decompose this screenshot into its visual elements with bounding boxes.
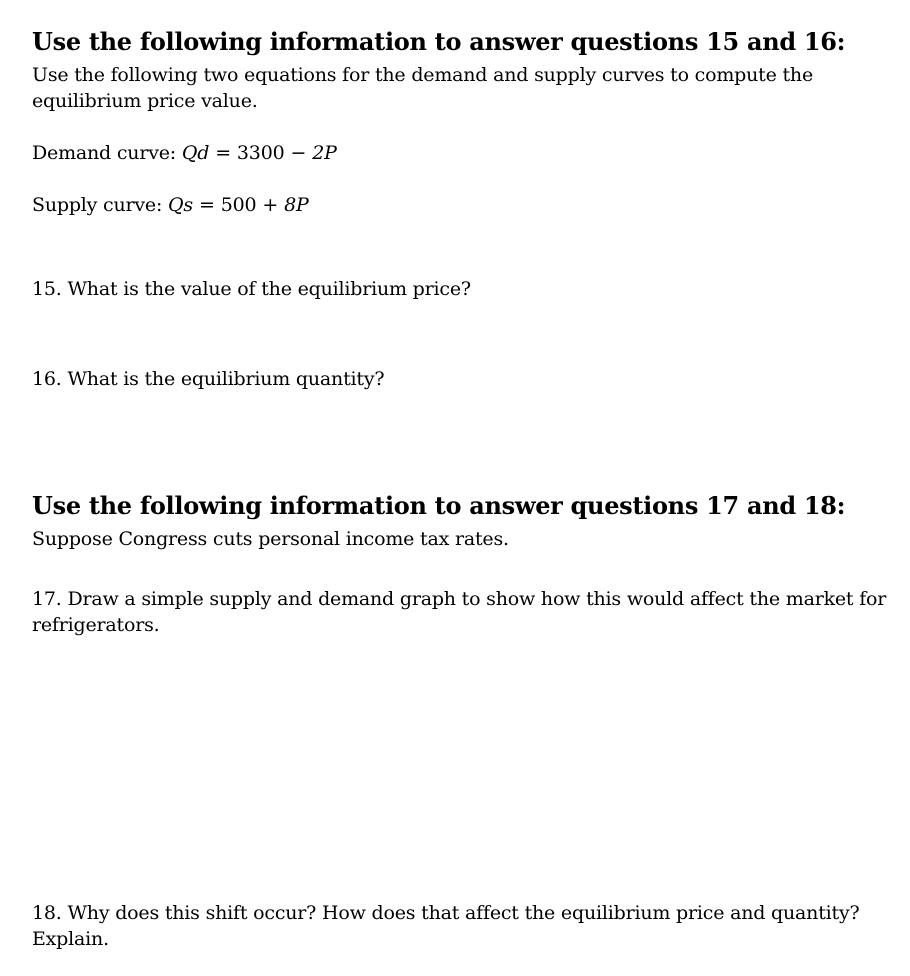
question-18-line-2: Explain.: [32, 928, 109, 950]
instructions-line-2: equilibrium price value.: [32, 90, 258, 112]
supply-equals: =: [198, 194, 215, 216]
demand-constant: 3300: [236, 142, 285, 164]
demand-lhs: Qd: [181, 142, 210, 164]
scenario-text: Suppose Congress cuts personal income tax rates.: [32, 528, 509, 550]
question-17-line-1: 17. Draw a simple supply and demand graph to show how this would affect the market for: [32, 588, 887, 610]
question-15: 15. What is the value of the equilibrium price?: [32, 278, 471, 300]
question-18: [32, 900, 892, 952]
demand-label: Demand curve:: [32, 142, 182, 164]
question-17: [32, 586, 892, 638]
supply-term: 8P: [284, 194, 309, 216]
question-16: 16. What is the equilibrium quantity?: [32, 368, 385, 390]
demand-equals: =: [215, 142, 231, 164]
instructions-line-1: Use the following two equations for the demand and supply curves to compute the: [32, 64, 814, 86]
section-heading-15-16: Use the following information to answer questions 15 and 16:: [32, 27, 846, 56]
instructions-paragraph: [32, 62, 892, 114]
question-18-line-1: 18. Why does this shift occur? How does that affect the equilibrium price and quantity?: [32, 902, 860, 924]
demand-term: 2P: [312, 142, 337, 164]
supply-equation: [32, 192, 892, 218]
supply-operator: +: [262, 194, 279, 216]
question-17-line-2: refrigerators.: [32, 614, 160, 636]
demand-operator: −: [290, 142, 307, 164]
supply-lhs: Qs: [168, 194, 193, 216]
section-heading-17-18: Use the following information to answer questions 17 and 18:: [32, 491, 846, 520]
supply-constant: 500: [220, 194, 257, 216]
demand-equation: [32, 140, 892, 166]
supply-label: Supply curve:: [32, 194, 169, 216]
